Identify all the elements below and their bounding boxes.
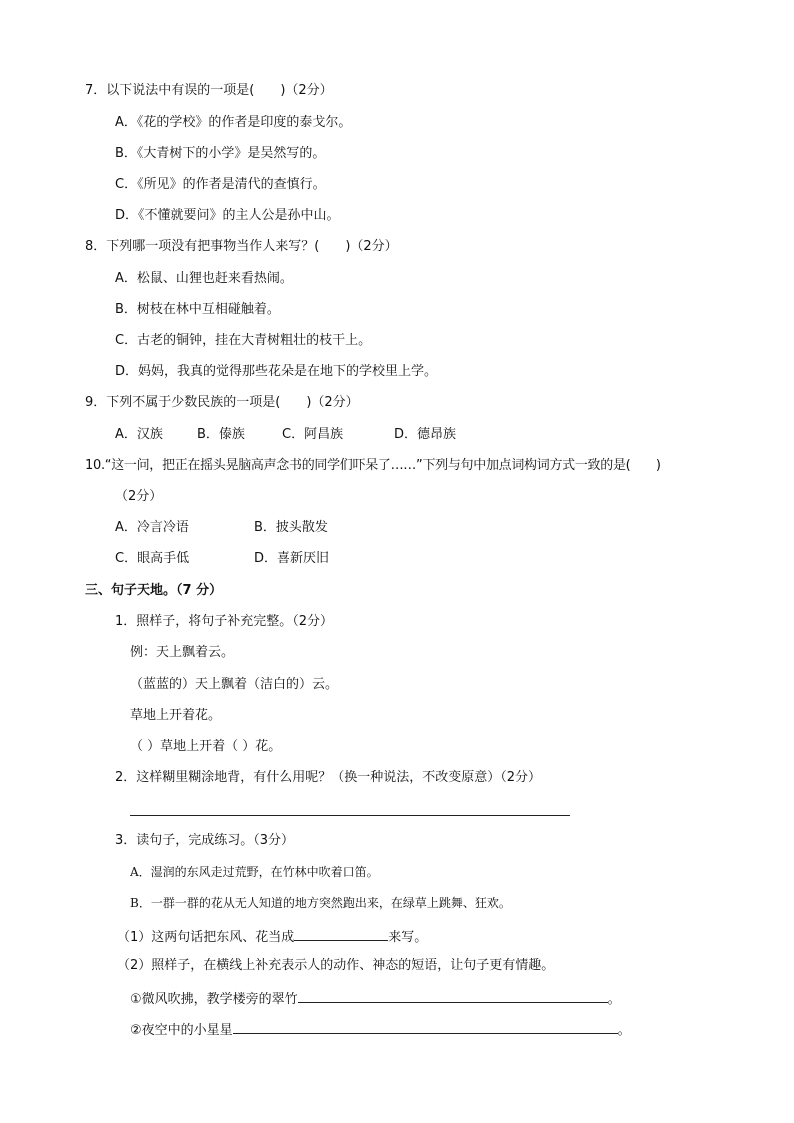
s3-item1-label: ①微风吹拂，教学楼旁的翠竹 xyxy=(130,992,298,1007)
q10-option-a: A．冷言冷语 xyxy=(115,520,189,535)
s3-item2-blank[interactable] xyxy=(233,1019,618,1034)
s3-item2-period: 。 xyxy=(617,1023,631,1038)
q10-option-b: B．披头散发 xyxy=(254,520,328,535)
q8-option-c: C．古老的铜钟，挂在大青树粗壮的枝干上。 xyxy=(115,333,372,348)
q9-option-d: D．德昂族 xyxy=(394,427,457,442)
s1-example-expanded: （蓝蓝的）天上飘着（洁白的）云。 xyxy=(130,677,339,692)
s3-part1-blank[interactable] xyxy=(294,926,388,941)
q8-option-d: D．妈妈，我真的觉得那些花朵是在地下的学校里上学。 xyxy=(115,364,438,379)
s3-part1 xyxy=(117,926,427,947)
s1-fill-template[interactable]: （ ）草地上开着（ ）花。 xyxy=(130,739,282,754)
q7-option-b: B．《大青树下的小学》是吴然写的。 xyxy=(115,146,326,161)
q9-option-b: B．傣族 xyxy=(197,427,245,442)
q10-score: （2分） xyxy=(115,489,163,504)
q9-option-a: A．汉族 xyxy=(115,427,163,442)
s3-item1 xyxy=(130,988,621,1009)
s2-answer-line[interactable] xyxy=(130,815,570,816)
s3-item1-period: 。 xyxy=(607,992,621,1007)
s3-item1-blank[interactable] xyxy=(298,988,608,1003)
s1-task: 草地上开着花。 xyxy=(130,708,222,723)
q8-option-b: B．树枝在林中互相碰触着。 xyxy=(115,302,280,317)
s3-sentence-a: A．湿润的东风走过荒野，在竹林中吹着口笛。 xyxy=(130,865,379,879)
s1-stem: 1．照样子，将句子补充完整。（2分） xyxy=(115,614,334,629)
q8-option-a: A．松鼠、山狸也赶来看热闹。 xyxy=(115,271,293,286)
s3-part1-after: 来写。 xyxy=(388,930,428,945)
q7-option-c: C．《所见》的作者是清代的查慎行。 xyxy=(115,177,326,192)
q7-option-d: D．《不懂就要问》的主人公是孙中山。 xyxy=(115,208,340,223)
q7-option-a: A．《花的学校》的作者是印度的泰戈尔。 xyxy=(115,115,352,130)
q7-stem: 7．以下说法中有误的一项是( )（2分） xyxy=(85,83,333,98)
s3-part1-before: （1）这两句话把东风、花当成 xyxy=(117,930,295,945)
q9-stem: 9．下列不属于少数民族的一项是( )（2分） xyxy=(85,395,359,410)
s3-part2: （2）照样子，在横线上补充表示人的动作、神态的短语，让句子更有情趣。 xyxy=(117,958,555,973)
s3-item2-label: ②夜空中的小星星 xyxy=(130,1023,233,1038)
s3-sentence-b: B．一群一群的花从无人知道的地方突然跑出来，在绿草上跳舞、狂欢。 xyxy=(130,896,511,910)
q10-stem: 10.“这一问，把正在摇头晃脑高声念书的同学们吓呆了……”下列与句中加点词构词方式一致的是( ) xyxy=(85,458,661,473)
s3-item2 xyxy=(130,1019,631,1040)
q10-option-d: D．喜新厌旧 xyxy=(254,551,330,566)
s3-stem: 3．读句子，完成练习。（3分） xyxy=(115,833,295,848)
q8-stem: 8．下列哪一项没有把事物当作人来写？( )（2分） xyxy=(85,239,398,254)
s1-example-label: 例：天上飘着云。 xyxy=(130,645,235,660)
section3-title: 三、句子天地。（7 分） xyxy=(85,583,223,598)
q9-option-c: C．阿昌族 xyxy=(282,427,344,442)
q10-option-c: C．眼高手低 xyxy=(115,551,190,566)
s2-stem: 2．这样糊里糊涂地背，有什么用呢？（换一种说法，不改变原意）（2分） xyxy=(115,770,542,785)
